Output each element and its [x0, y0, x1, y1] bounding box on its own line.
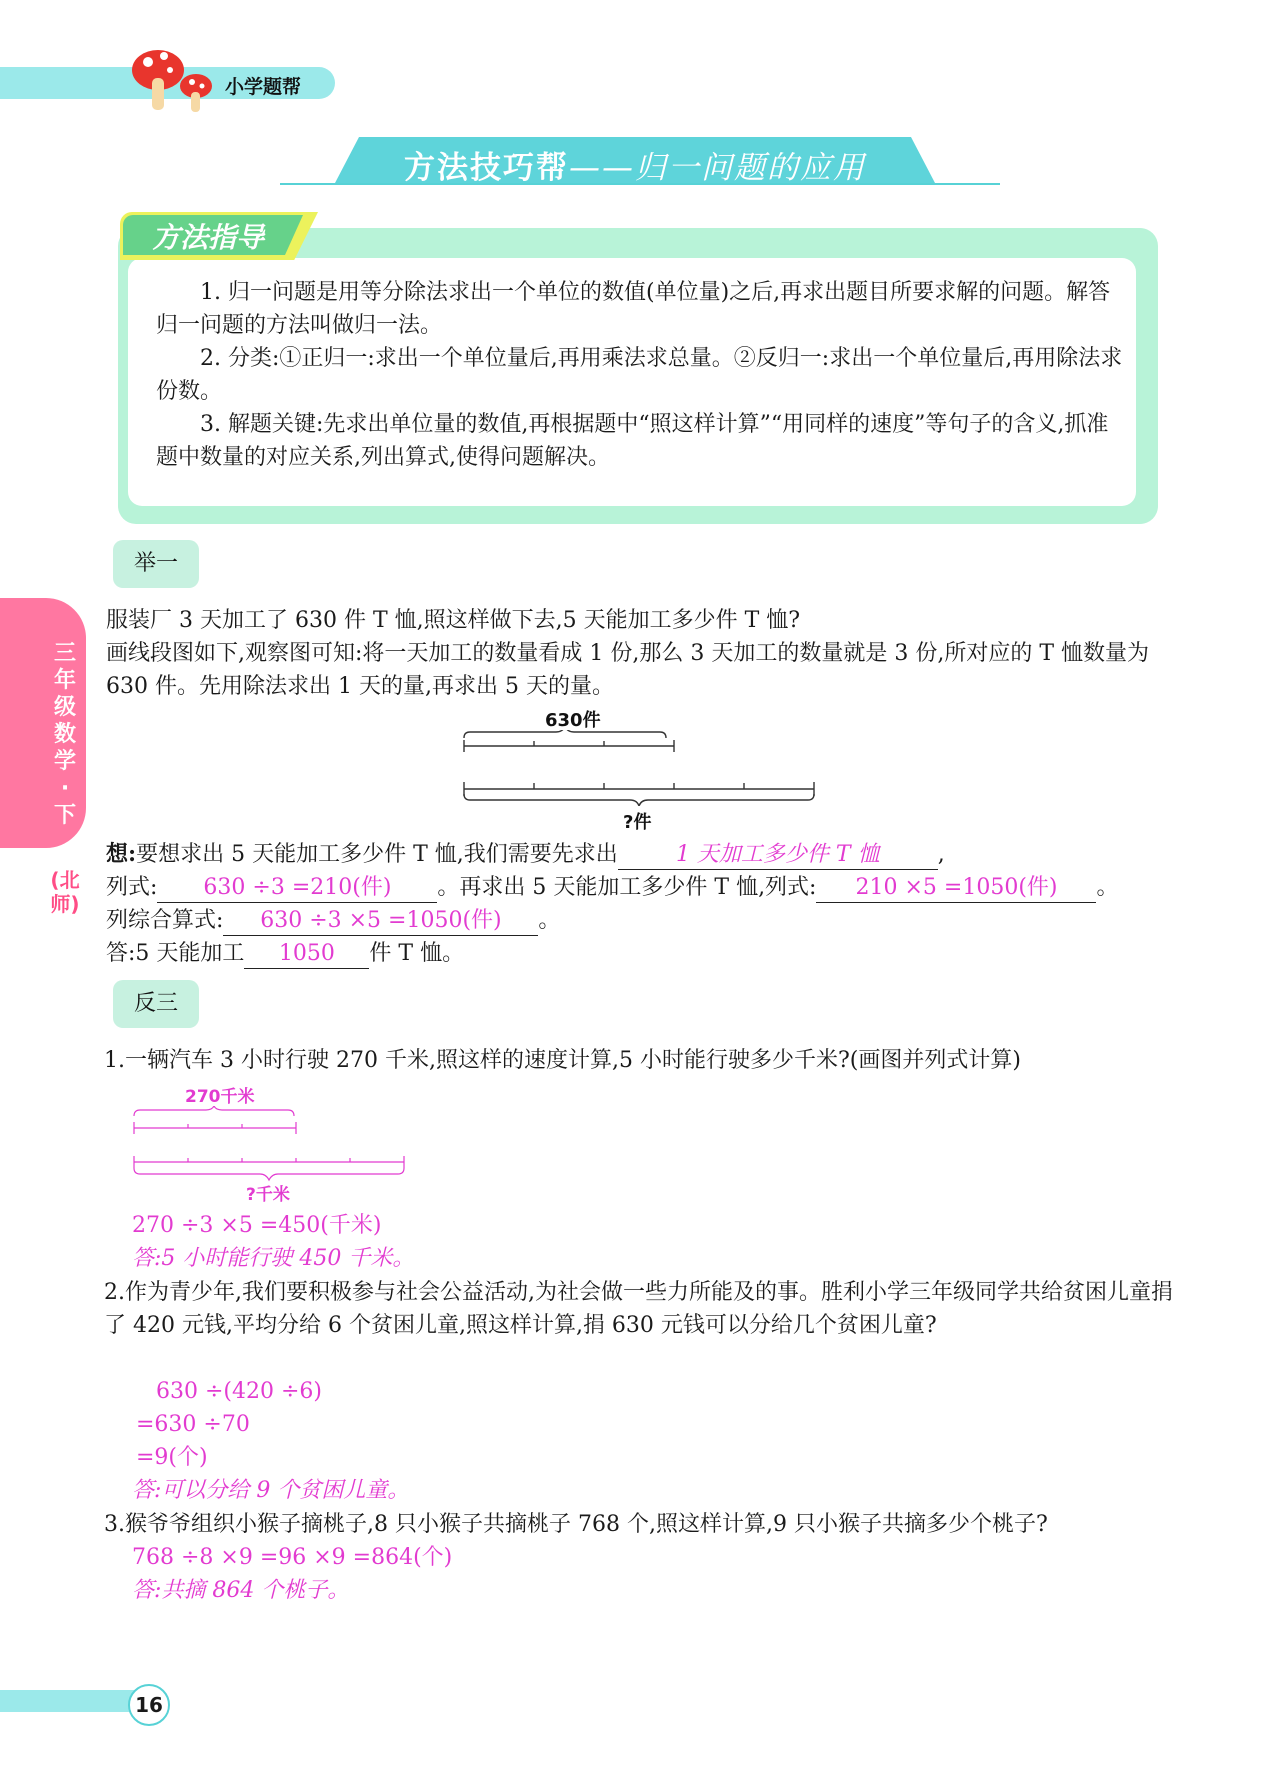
- item-number: 2.: [104, 1280, 125, 1305]
- method-paragraph-3: 3. 解题关键:先求出单位量的数值,再根据题中“照这样计算”“用同样的速度”等句子的含义,抓准题中数量的对应关系,列出算式,使得问题解决。: [156, 412, 1109, 470]
- example-problem: 服装厂 3 天加工了 630 件 T 恤,照这样做下去,5 天能加工多少件 T 恤?: [106, 608, 801, 633]
- answer-end: 件 T 恤。: [369, 941, 465, 966]
- combined-answer: 630 ÷3 ×5 =1050(件): [223, 907, 538, 936]
- brand-title: 小学题帮: [225, 76, 302, 98]
- item2-solution-line-1: 630 ÷(420 ÷6): [156, 1379, 322, 1404]
- think-end: ,: [937, 842, 945, 867]
- item3-solution-line-1: 768 ÷8 ×9 =96 ×9 =864(个): [132, 1545, 453, 1570]
- item-question: 作为青少年,我们要积极参与社会公益活动,为社会做一些力所能及的事。胜利小学三年级同学共给贫困儿童捐了 420 元钱,平均分给 6 个贫困儿童,照这样计算,捐 630 元钱可以分给几个贫困儿童?: [104, 1280, 1173, 1338]
- page-title: [335, 142, 935, 187]
- item1-diagram-bottom-label: ?千米: [246, 1185, 290, 1205]
- item1-diagram-top-label: 270千米: [185, 1087, 255, 1107]
- formula-mid: 。再求出 5 天能加工多少件 T 恤,列式:: [437, 875, 817, 900]
- diagram-bottom-label: ?件: [623, 812, 652, 833]
- practice-item-3: [104, 1508, 1184, 1541]
- combined-line: [106, 904, 560, 937]
- side-label: 三年级数学·下: [53, 641, 76, 828]
- method-paragraph-2: 2. 分类:①正归一:求出一个单位量后,再用乘法求总量。②反归一:求出一个单位量后,再用除法求份数。: [156, 346, 1123, 404]
- item1-solution-line-2: 答:5 小时能行驶 450 千米。: [132, 1246, 415, 1271]
- segment-diagram: [460, 730, 820, 806]
- practice-tag: 反三: [113, 980, 199, 1028]
- item1-solution-line-1: 270 ÷3 ×5 =450(千米): [132, 1213, 382, 1238]
- diagram-top-label: 630件: [545, 710, 601, 731]
- formula-answer-2: 210 ×5 =1050(件): [816, 874, 1096, 903]
- mushroom-icon: [128, 44, 218, 116]
- formula-answer: 630 ÷3 =210(件): [157, 874, 437, 903]
- combined-end: 。: [538, 908, 561, 933]
- answer-value: 1050: [244, 940, 369, 969]
- practice-item-2: [104, 1276, 1184, 1342]
- formula-prefix: 列式:: [106, 875, 158, 900]
- answer-prefix: 答:5 天能加工: [106, 941, 245, 966]
- formula-line: [106, 871, 1119, 904]
- item3-solution-line-2: 答:共摘 864 个桃子。: [132, 1578, 350, 1603]
- item2-solution-line-2: =630 ÷70: [136, 1412, 250, 1437]
- example-tag: 举一: [113, 540, 199, 588]
- method-tab-label: 方法指导: [152, 221, 265, 254]
- item-number: 1.: [104, 1048, 125, 1073]
- item1-segment-diagram: [130, 1106, 420, 1186]
- item2-solution-line-4: 答:可以分给 9 个贫困儿童。: [132, 1478, 410, 1503]
- think-text: 要想求出 5 天能加工多少件 T 恤,我们需要先求出: [136, 842, 618, 867]
- example-analysis: 画线段图如下,观察图可知:将一天加工的数量看成 1 份,那么 3 天加工的数量就是 3 份,所对应的 T 恤数量为 630 件。先用除法求出 1 天的量,再求出 5 天的量。: [106, 641, 1150, 699]
- method-paragraph-1: 1. 归一问题是用等分除法求出一个单位的数值(单位量)之后,再求出题目所要求解的问题。解答归一问题的方法叫做归一法。: [156, 280, 1111, 338]
- think-line: [106, 838, 945, 871]
- think-prefix: 想:: [106, 841, 137, 867]
- combined-prefix: 列综合算式:: [106, 908, 224, 933]
- title-main: 方法技巧帮: [404, 150, 569, 186]
- answer-line: [106, 937, 464, 970]
- item-question: 猴爷爷组织小猴子摘桃子,8 只小猴子共摘桃子 768 个,照这样计算,9 只小猴子共摘多少个桃子?: [125, 1512, 1048, 1537]
- title-sub: ——归一问题的应用: [569, 150, 866, 186]
- formula-end: 。: [1096, 875, 1119, 900]
- think-answer: 1 天加工多少件 T 恤: [618, 841, 938, 870]
- item-question: 一辆汽车 3 小时行驶 270 千米,照这样的速度计算,5 小时能行驶多少千米?(画图并列式计算): [125, 1048, 1021, 1073]
- method-text: [156, 276, 1126, 474]
- practice-item-1: [104, 1044, 1184, 1077]
- item-number: 3.: [104, 1512, 125, 1537]
- page-number: 16: [128, 1684, 170, 1726]
- item2-solution-line-3: =9(个): [136, 1445, 208, 1470]
- side-edition: (北师): [50, 868, 80, 916]
